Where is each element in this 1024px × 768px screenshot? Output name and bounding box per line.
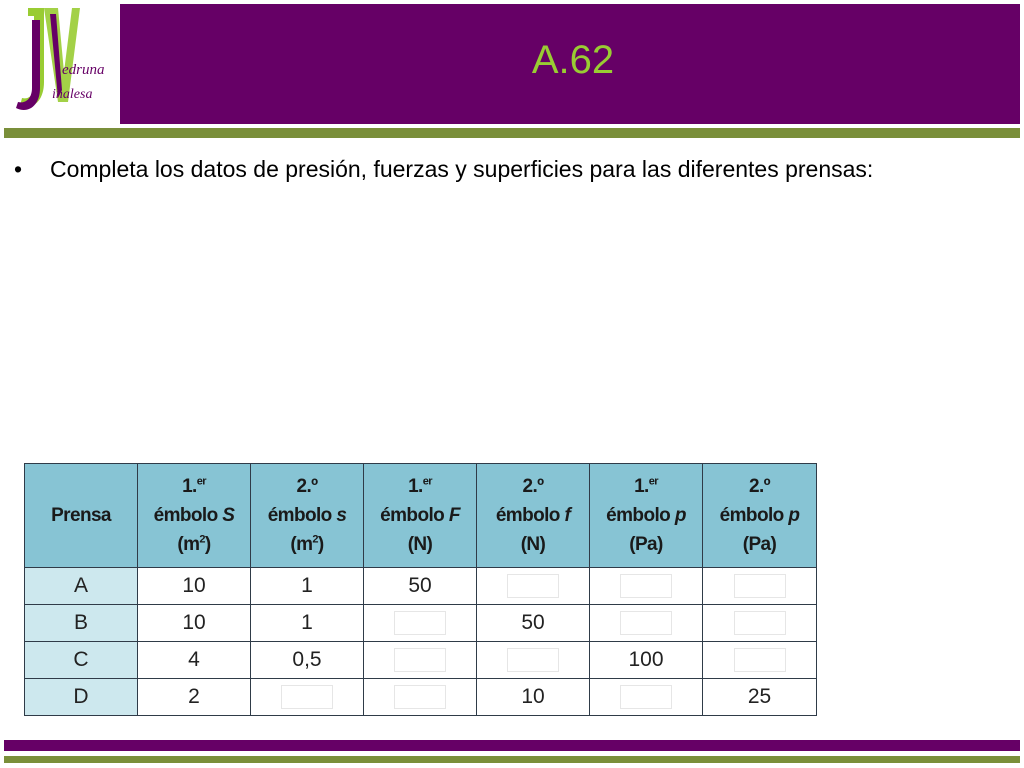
header-bar	[120, 4, 1020, 124]
cell-f-blank[interactable]	[477, 568, 590, 605]
header-piston1-force: 1.$^{er}$ émbolo F (N)	[364, 464, 477, 568]
cell-p1-blank[interactable]	[590, 568, 703, 605]
presses-table-wrap	[24, 463, 816, 715]
header-piston2-area: 2.º émbolo s $(m^2)$	[251, 464, 364, 568]
bullet-item	[14, 154, 996, 185]
header-row	[25, 464, 817, 568]
answer-box[interactable]	[734, 574, 786, 598]
cell-p2-blank[interactable]	[703, 568, 817, 605]
answer-box[interactable]	[620, 611, 672, 635]
presses-table	[24, 463, 817, 716]
cell-F-blank[interactable]	[364, 642, 477, 679]
bullet-text: Completa los datos de presión, fuerzas y superficies para las diferentes prensas:	[50, 156, 874, 182]
answer-box[interactable]	[394, 648, 446, 672]
cell-S: 4	[138, 642, 251, 679]
cell-p2-blank[interactable]	[703, 605, 817, 642]
cell-s: 1	[251, 605, 364, 642]
jv-logo-icon	[14, 2, 116, 118]
answer-box[interactable]	[734, 611, 786, 635]
divider-top	[4, 128, 1020, 138]
header-prensa: Prensa	[25, 464, 138, 568]
cell-F-blank[interactable]	[364, 605, 477, 642]
logo-text-1: edruna	[62, 62, 105, 78]
header-piston1-pressure: 1.$^{er}$ émbolo p (Pa)	[590, 464, 703, 568]
answer-box[interactable]	[394, 685, 446, 709]
table-row-d	[25, 679, 817, 716]
table-row-a	[25, 568, 817, 605]
answer-box[interactable]	[394, 611, 446, 635]
divider-bottom-purple	[4, 740, 1020, 751]
cell-F: 50	[364, 568, 477, 605]
cell-p1-blank[interactable]	[590, 679, 703, 716]
bullet-marker: •	[14, 156, 23, 182]
slide-title: A.62	[531, 38, 615, 82]
answer-box[interactable]	[507, 648, 559, 672]
answer-box[interactable]	[281, 685, 333, 709]
cell-p1: 100	[590, 642, 703, 679]
row-label: C	[25, 642, 138, 679]
cell-p2-blank[interactable]	[703, 642, 817, 679]
table-row-b	[25, 605, 817, 642]
answer-box[interactable]	[507, 574, 559, 598]
cell-p2: 25	[703, 679, 817, 716]
cell-F-blank[interactable]	[364, 679, 477, 716]
cell-s: 0,5	[251, 642, 364, 679]
cell-s: 1	[251, 568, 364, 605]
answer-box[interactable]	[734, 648, 786, 672]
cell-f: 50	[477, 605, 590, 642]
header-piston2-pressure: 2.º émbolo p (Pa)	[703, 464, 817, 568]
divider-bottom-green	[4, 756, 1020, 763]
row-label: B	[25, 605, 138, 642]
row-label: D	[25, 679, 138, 716]
answer-box[interactable]	[620, 574, 672, 598]
logo	[0, 0, 120, 122]
cell-f: 10	[477, 679, 590, 716]
header-piston2-force: 2.º émbolo f (N)	[477, 464, 590, 568]
header-piston1-area: 1.$^{er}$ émbolo S $(m^2)$	[138, 464, 251, 568]
logo-text-2: inalesa	[52, 87, 93, 102]
cell-S: 10	[138, 568, 251, 605]
table-row-c	[25, 642, 817, 679]
cell-S: 10	[138, 605, 251, 642]
cell-S: 2	[138, 679, 251, 716]
cell-f-blank[interactable]	[477, 642, 590, 679]
cell-s-blank[interactable]	[251, 679, 364, 716]
cell-p1-blank[interactable]	[590, 605, 703, 642]
answer-box[interactable]	[620, 685, 672, 709]
row-label: A	[25, 568, 138, 605]
